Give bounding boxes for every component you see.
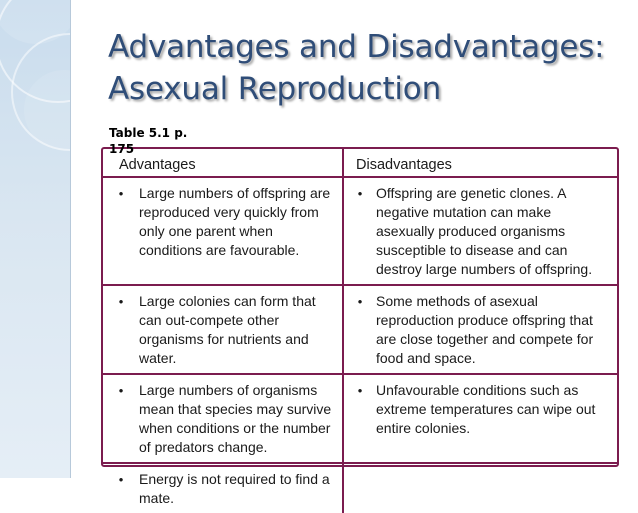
table-row [103,374,617,463]
disadvantage-cell [343,285,617,374]
bullet-icon: • [118,472,124,487]
advantage-item [103,381,338,457]
advantage-item [103,470,338,508]
disadvantage-text: Offspring are genetic clones. A negative mutation can make asexually produced organisms susceptible to disease and can destroy large numbers of offspring. [376,185,593,277]
bullet-icon: • [357,294,363,309]
comparison-table [101,147,619,506]
header-advantages: Advantages [103,149,343,177]
advantage-item [103,292,338,368]
disadvantage-cell [343,177,617,285]
advantage-text: Energy is not required to find a mate. [139,471,330,506]
advantage-cell [103,374,343,463]
bullet-icon: • [118,294,124,309]
disadvantage-item [344,184,613,279]
advantage-text: Large numbers of organisms mean that species may survive when conditions or the number of predators change. [139,382,332,455]
table-row [103,177,617,285]
header-disadvantages: Disadvantages [343,149,617,177]
disadvantage-cell-empty [343,463,617,513]
slide-title-line-1: Advantages and Disadvantages: [108,29,605,65]
decorative-side-strip [0,0,70,478]
slide-title [108,26,604,110]
disadvantage-item [344,292,613,368]
advantage-cell [103,285,343,374]
table-row [103,285,617,374]
advantages-disadvantages-table [103,149,617,513]
advantage-text: Large colonies can form that can out-compete other organisms for nutrients and water. [139,293,316,366]
advantage-cell [103,463,343,513]
slide-title-line-2: Asexual Reproduction [108,71,442,107]
table-row [103,463,617,513]
table-source-label: Table 5.1 p. 175 [109,126,188,156]
bullet-icon: • [357,186,363,201]
strip-divider [70,0,71,478]
advantage-text: Large numbers of offspring are reproduced very quickly from only one parent when conditions are favourable. [139,185,331,258]
bullet-icon: • [118,383,124,398]
bullet-icon: • [357,383,363,398]
decorative-circles-icon [0,0,70,478]
bullet-icon: • [118,186,124,201]
advantage-item [103,184,338,260]
disadvantage-text: Some methods of asexual reproduction produce offspring that are close together and compete for food and space. [376,293,594,366]
disadvantage-cell [343,374,617,463]
disadvantage-text: Unfavourable conditions such as extreme temperatures can wipe out entire colonies. [376,382,596,436]
advantage-cell [103,177,343,285]
disadvantage-item [344,381,613,438]
